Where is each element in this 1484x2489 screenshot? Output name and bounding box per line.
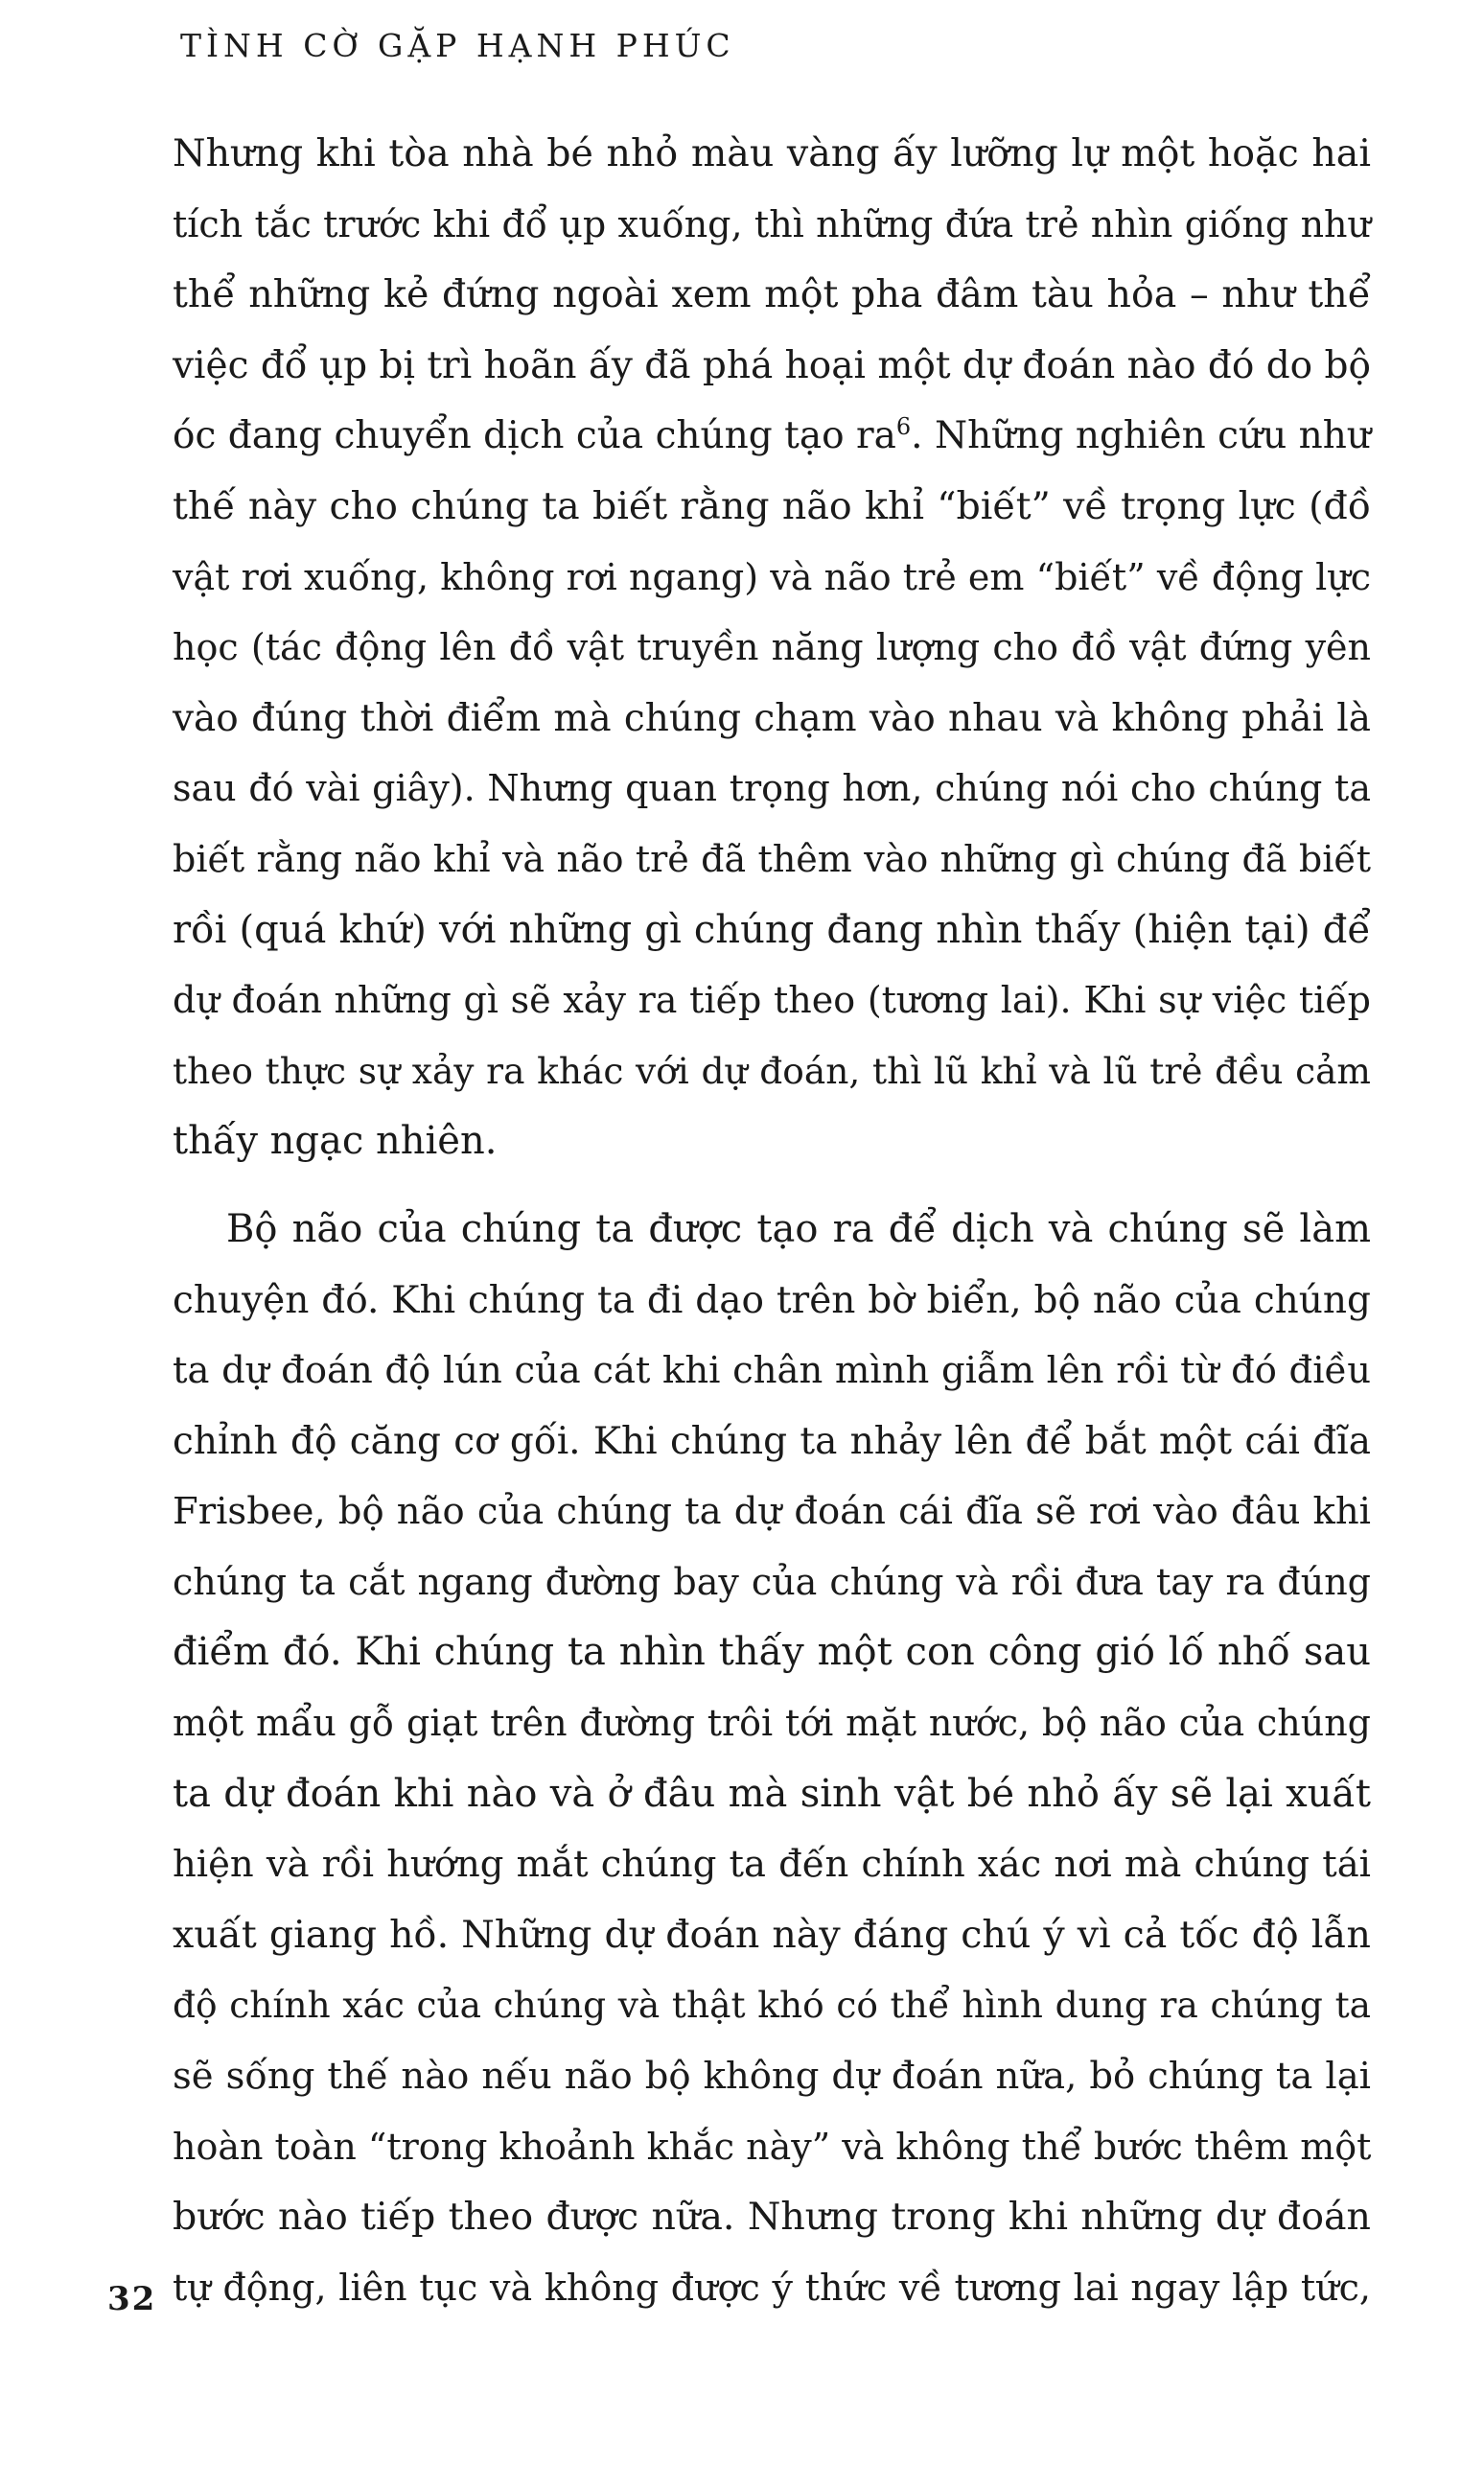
text-line: ta dự đoán khi nào và ở đâu mà sinh vật bé nhỏ ấy sẽ lại xuất	[173, 1771, 1371, 1816]
text-line: điểm đó. Khi chúng ta nhìn thấy một con công gió lố nhố sau	[173, 1630, 1371, 1675]
paragraph-1	[173, 119, 1371, 1177]
text-line: ta dự đoán độ lún của cát khi chân mình giẫm lên rồi từ đó điều	[173, 1349, 1371, 1393]
text-line: độ chính xác của chúng và thật khó có thể hình dung ra chúng ta	[173, 1984, 1371, 2027]
text-line: xuất giang hồ. Những dự đoán này đáng chú ý vì cả tốc độ lẫn	[173, 1912, 1371, 1957]
text-line: hoàn toàn “trong khoảnh khắc này” và không thể bước thêm một	[173, 2125, 1372, 2168]
running-header: TÌNH CỜ GẶP HẠNH PHÚC	[180, 27, 735, 64]
text-line: Nhưng khi tòa nhà bé nhỏ màu vàng ấy lưỡng lự một hoặc hai	[173, 131, 1371, 175]
text-line: học (tác động lên đồ vật truyền năng lượng cho đồ vật đứng yên	[173, 626, 1371, 669]
text-line: dự đoán những gì sẽ xảy ra tiếp theo (tương lai). Khi sự việc tiếp	[173, 979, 1371, 1022]
text-fragment: óc đang chuyển dịch của chúng tạo ra	[173, 414, 896, 458]
text-line: một mẩu gỗ giạt trên đường trôi tới mặt nước, bộ não của chúng	[173, 1702, 1371, 1745]
text-line: Frisbee, bộ não của chúng ta dự đoán cái đĩa sẽ rơi vào đâu khi	[173, 1490, 1371, 1534]
text-line: rồi (quá khứ) với những gì chúng đang nhìn thấy (hiện tại) để	[173, 907, 1371, 952]
text-fragment: . Những nghiên cứu như	[911, 414, 1371, 458]
text-line: sẽ sống thế nào nếu não bộ không dự đoán nữa, bỏ chúng ta lại	[173, 2055, 1371, 2099]
text-line: thế này cho chúng ta biết rằng não khỉ “biết” về trọng lực (đồ	[173, 483, 1371, 528]
paragraph-gap	[173, 1177, 1371, 1195]
text-line: chỉnh độ căng cơ gối. Khi chúng ta nhảy lên để bắt một cái đĩa	[173, 1419, 1371, 1463]
text-line: vào đúng thời điểm mà chúng chạm vào nhau và không phải là	[173, 696, 1371, 740]
text-line: biết rằng não khỉ và não trẻ đã thêm vào những gì chúng đã biết	[173, 837, 1371, 880]
text-line: chúng ta cắt ngang đường bay của chúng và rồi đưa tay ra đúng	[173, 1560, 1371, 1603]
text-line: hiện và rồi hướng mắt chúng ta đến chính xác nơi mà chúng tái	[173, 1843, 1371, 1887]
text-line: tích tắc trước khi đổ ụp xuống, thì những đứa trẻ nhìn giống như	[173, 202, 1371, 245]
text-line: việc đổ ụp bị trì hoãn ấy đã phá hoại một dự đoán nào đó do bộ	[173, 343, 1371, 387]
text-line: thấy ngạc nhiên.	[173, 1119, 498, 1164]
paragraph-2	[173, 1195, 1371, 2324]
text-line: thể những kẻ đứng ngoài xem một pha đâm tàu hỏa – như thể	[173, 272, 1371, 317]
text-line: bước nào tiếp theo được nữa. Nhưng trong khi những dự đoán	[173, 2195, 1371, 2240]
text-line: theo thực sự xảy ra khác với dự đoán, thì lũ khỉ và lũ trẻ đều cảm	[173, 1049, 1371, 1092]
text-line: chuyện đó. Khi chúng ta đi dạo trên bờ biển, bộ não của chúng	[173, 1278, 1371, 1322]
text-line: Bộ não của chúng ta được tạo ra để dịch và chúng sẽ làm	[226, 1206, 1371, 1251]
footnote-reference: 6	[895, 413, 912, 441]
text-line: vật rơi xuống, không rơi ngang) và não trẻ em “biết” về động lực	[173, 555, 1371, 598]
text-line-with-footnote	[173, 401, 1371, 472]
body-text	[173, 119, 1371, 2323]
text-line: tự động, liên tục và không được ý thức về tương lai ngay lập tức,	[173, 2266, 1371, 2309]
page-number: 32	[107, 2280, 157, 2318]
text-line: sau đó vài giây). Nhưng quan trọng hơn, chúng nói cho chúng ta	[173, 767, 1371, 810]
